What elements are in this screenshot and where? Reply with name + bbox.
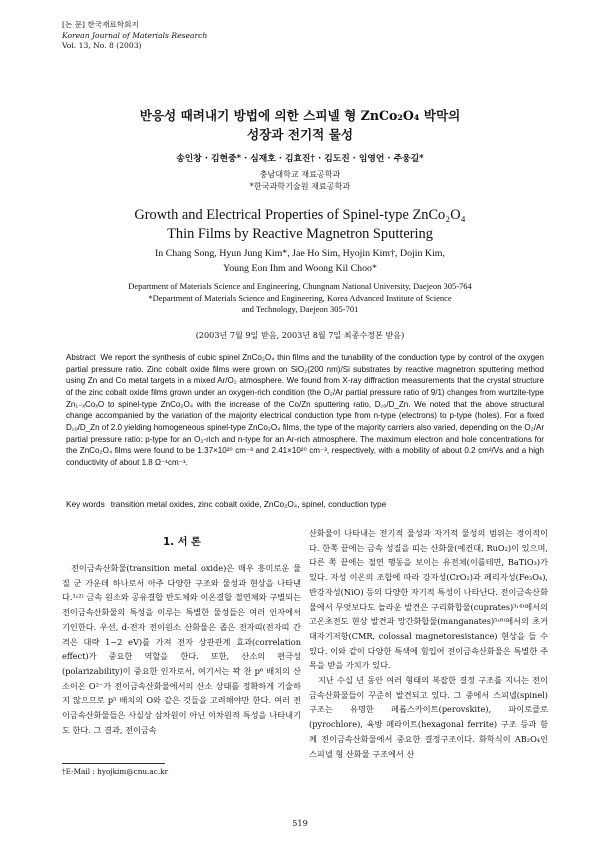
body-column-right [309, 526, 548, 761]
affiliation-en-1: Department of Materials Science and Engineering, Chungnam National University, Daejeon 305-764 [128, 281, 472, 291]
keywords-text: transition metal oxides, zinc cobalt oxide, ZnCo₂O₄, spinel, conduction type [110, 499, 387, 509]
abstract-text: We report the synthesis of cubic spinel ZnCo₂O₄ thin films and the tunability of the conduction type by control of the oxygen partial pressure ratio. Zinc cobalt oxide films were grown on SiO₂(200 nm)/Si substrates by reactive magnetron sputtering method using Zn and Co metal targets in a mixed Ar/O₂ atmosphere. We found from X-ray diffraction measurements that the crystal structure of the zinc cobalt oxide films grown under an oxygen-rich condition (the O₂/Ar partial pressure ratio of 9/1) changes from wurtzite-type Zn₁₋ₓCoₓO to spinel-type ZnCo₂O₄ with the increase of the Co/Zn sputtering ratio, D꜀ₒ/D_Zn. We noted that the above structural change accompanied by the variation of the majority electrical conduction type from n-type (electrons) to p-type (holes). For a fixed D꜀ₒ/D_Zn of 2.0 yielding homogeneous spinel-type ZnCo₂O₄ films, the type of the majority carriers also varied, depending on the O₂/Ar partial pressure ratio: p-type for an O₂-rich and n-type for an Ar-rich atmosphere. The maximum electron and hole concentrations for the ZnCo₂O₄ films were found to be 1.37×10²⁰ cm⁻³ and 2.41×10²⁰ cm⁻³, respectively, with a mobility of about 0.2 cm²/Vs and a high conductivity of about 1.8 Ω⁻¹cm⁻¹. [66, 353, 544, 467]
footnote-divider [62, 763, 165, 764]
journal-volume: Vol. 13, No. 8 (2003) [62, 41, 142, 50]
journal-name-en: Korean Journal of Materials Research [62, 30, 208, 40]
received-dates: (2003년 7월 9일 받음, 2003년 8월 7일 최종수정본 받음) [195, 330, 405, 340]
authors-en-line2: Young Eon Ihm and Woong Kil Choo* [223, 262, 377, 274]
paragraph: 지난 수십 년 동안 여러 형태의 복잡한 결정 구조를 지니는 전이금속산화물들이 꾸준히 발견되고 있다. 그 중에서 스피넬(spinel) 구조는 유명한 페롭스카이트(perovskite), 파이로클로(pyrochlore), 육방 페라이트(hexagonal ferrite) 구조 등과 함께 전이금속산화물에서 중요한 결정구조이다. 화학식이 AB₂O₄인 스피넬 형 산화물 구조에서 산 [309, 675, 548, 759]
title-ko-line2: 성장과 전기적 물성 [246, 127, 354, 142]
affiliation-ko-2: *한국과학기술원 재료공학과 [249, 181, 351, 191]
title-en-line1: Growth and Electrical Properties of Spinel-type ZnCo₂O₄ [134, 207, 466, 223]
body-column-left [62, 561, 301, 737]
paragraph: 산화물이 나타내는 전기적 물성과 자기적 물성의 범위는 경이적이다. 한쪽 끝에는 금속 성질을 띠는 산화물(예컨대, RuO₂)이 있으며, 다른 쪽 끝에는 절연 행동을 보이는 유전체(이를테면, BaTiO₃)가 있다. 자성 이온의 조합에 따라 강자성(CrO₂)과 페리자성(Fe₃O₄), 반강자성(NiO) 등의 다양한 자기적 특성이 나타난다. 전이금속산화물에서 무엇보다도 놀라운 발견은 구리화합물(cuprates)³˒⁴⁾에서의 고온초전도 현상 발견과 망간화합물(manganates)⁵˒⁶⁾에서의 초거대자기저항(CMR, colossal magnetoresistance) 현상을 들 수 있다. 이와 같이 다양한 특색에 힘입어 전이금속산화물은 특별한 주목을 받을 가치가 있다. [309, 528, 548, 671]
page-number: 519 [292, 818, 308, 828]
affiliation-en-3: and Technology, Daejeon 305-701 [241, 304, 359, 315]
affiliation-en-2: *Department of Materials Science and Engineering, Korea Advanced Institute of Science [148, 292, 452, 303]
paragraph: 전이금속산화물(transition metal oxide)은 매우 흥미로운 물질 군 가운데 하나로서 아주 다양한 구조와 물성과 현상을 나타낸다.¹˒²⁾ 금속 원소와 공유결합 반도체와 이온결합 절연체와 구별되는 전이금속산화물의 특성을 이루는 특별한 물성들은 여러 인자에서 기인한다. 우선, d-전자 전이원소 산화물은 좁은 전자띠(전자띠 간격은 대략 1~2 eV)를 가져 전자 상관관계 효과(correlation effect)가 중요한 역할을 한다. 또한, 산소의 편극성(polarizability)이 중요한 인자로서, 여기서는 꽉 찬 p⁶ 배치의 산소이온 O²⁻가 전이금속산화물에서의 산소 상태를 정확하게 기술하지 않으므로 p⁵ 배치의 O와 같은 것들을 고려해야만 한다. 여러 전이금속산화물들은 사실상 삼차원이 아닌 이차원적 특성을 나타내기도 한다. 그 결과, 전이금속 [62, 563, 301, 735]
affiliations-english [0, 281, 600, 316]
journal-header [62, 20, 207, 52]
abstract [66, 352, 544, 469]
affiliations-korean [0, 168, 600, 192]
title-english [0, 206, 600, 243]
title-ko-line1: 반응성 때려내기 방법에 의한 스피넬 형 ZnCo₂O₄ 박막의 [139, 108, 461, 123]
footnote-email: †E-Mail : hyojkim@cnu.ac.kr [62, 767, 169, 776]
keywords-label: Key words [66, 499, 105, 509]
authors-korean: 송인창 · 김현중* · 심재호 · 김효진† · 김도진 · 임영언 · 주웅길* [176, 154, 424, 164]
section-title-introduction: 1. 서 론 [163, 537, 201, 548]
abstract-label: Abstract [66, 353, 96, 362]
journal-name-ko: 한국재료학회지 [87, 20, 139, 29]
authors-english [0, 247, 600, 276]
article-type-label: [논 문] [62, 20, 86, 29]
title-en-line2: Thin Films by Reactive Magnetron Sputtering [167, 225, 433, 242]
keywords [66, 499, 544, 509]
authors-en-line1: In Chang Song, Hyun Jung Kim*, Jae Ho Sim, Hyojin Kim†, Dojin Kim, [155, 248, 445, 259]
affiliation-ko-1: 충남대학교 재료공학과 [259, 169, 341, 179]
title-korean [0, 106, 600, 144]
